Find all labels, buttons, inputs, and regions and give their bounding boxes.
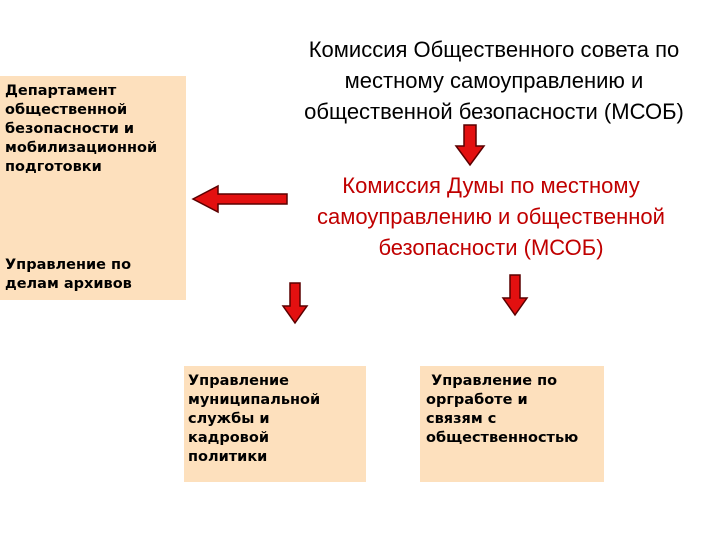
archives-label: Управление по делам архивов bbox=[5, 257, 132, 292]
municipal-service-label: Управление муниципальной службы и кадровой политики bbox=[188, 373, 321, 465]
arrow-duma-to-municipal bbox=[282, 282, 308, 324]
duma-commission-title: Комиссия Думы по местному самоуправлению и общественной безопасности (МСОБ) bbox=[317, 173, 665, 260]
org-work-label: Управление по оргработе и связям с общественностью bbox=[426, 373, 579, 446]
municipal-service-box bbox=[184, 366, 366, 482]
org-work-box bbox=[420, 366, 604, 482]
left-departments-box bbox=[0, 76, 186, 300]
arrow-duma-to-orgwork bbox=[502, 274, 528, 316]
department-label: Департамент общественной безопасности и мобилизационной подготовки bbox=[5, 83, 158, 175]
arrow-council-to-duma bbox=[455, 124, 485, 166]
arrow-duma-to-left bbox=[192, 184, 288, 214]
council-commission-title: Комиссия Общественного совета по местному самоуправлению и общественной безопасности (МСОБ) bbox=[304, 37, 684, 124]
